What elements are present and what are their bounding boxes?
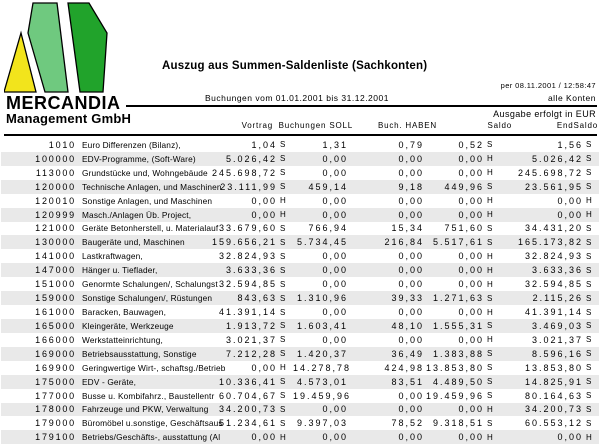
endsaldo-sh-flag: S (586, 363, 592, 373)
saldo-sh-flag: S (487, 140, 493, 150)
vortrag-cell: 0,00 (251, 362, 277, 373)
vortrag-cell: 51.234,61 (218, 418, 277, 429)
vortrag-cell: 159.656,21 (211, 237, 277, 248)
table-row (1, 194, 599, 208)
saldo-cell: 0,00 (458, 279, 484, 290)
saldo-cell: 751,60 (444, 223, 484, 234)
saldo-sh-flag: H (487, 279, 493, 289)
account-number-cell: 177000 (35, 390, 76, 401)
account-number-cell: 130000 (35, 237, 76, 248)
vortrag-sh-flag: S (280, 321, 286, 331)
saldo-cell: 0,00 (458, 265, 484, 276)
account-name-cell: Geräte Betonherstell, u. Materialauf (82, 223, 219, 234)
saldo-cell: 0,00 (458, 251, 484, 262)
saldo-sh-flag: S (487, 377, 493, 387)
table-row (1, 152, 599, 166)
haben-cell: 424,98 (384, 362, 424, 373)
vortrag-cell: 0,00 (251, 209, 277, 220)
haben-cell: 0,00 (398, 307, 424, 318)
vortrag-sh-flag: S (280, 418, 286, 428)
vortrag-sh-flag: S (280, 377, 286, 387)
saldo-cell: 19.459,96 (425, 390, 484, 401)
account-name-cell: Sonstige Anlagen, und Maschinen (82, 195, 213, 206)
saldo-cell: 0,00 (458, 195, 484, 206)
endsaldo-cell: 60.553,12 (524, 418, 583, 429)
vortrag-sh-flag: S (280, 404, 286, 414)
vortrag-cell: 843,63 (237, 293, 277, 304)
logo-dark-green-bar (68, 3, 107, 92)
endsaldo-cell: 2.115,26 (532, 293, 583, 304)
company-name: MERCANDIA (6, 93, 121, 113)
col-header-vortrag: Vortrag (241, 121, 273, 130)
endsaldo-cell: 32.594,85 (524, 279, 583, 290)
saldo-sh-flag: S (487, 349, 493, 359)
soll-cell: 0,00 (322, 432, 348, 443)
account-number-cell: 169900 (35, 362, 76, 373)
table-row (1, 180, 599, 194)
account-number-cell: 169000 (35, 348, 76, 359)
account-number-cell: 100000 (35, 153, 76, 164)
endsaldo-sh-flag: S (586, 349, 592, 359)
endsaldo-cell: 3.021,37 (531, 334, 583, 345)
endsaldo-cell: 165.173,82 (517, 237, 583, 248)
vortrag-sh-flag: S (280, 140, 286, 150)
saldo-sh-flag: H (487, 154, 493, 164)
soll-cell: 4.573,01 (296, 376, 348, 387)
saldo-cell: 1.383,88 (432, 348, 484, 359)
vortrag-cell: 3.021,37 (225, 334, 277, 345)
account-name-cell: Lastkraftwagen, (82, 251, 143, 262)
account-name-cell: Betriebsausstattung, Sonstige (82, 348, 197, 359)
endsaldo-cell: 0,00 (557, 195, 583, 206)
endsaldo-cell: 3.633,36 (531, 265, 583, 276)
saldo-cell: 1.271,63 (432, 293, 484, 304)
company-logo-icon (4, 2, 130, 94)
vortrag-sh-flag: S (280, 279, 286, 289)
vortrag-cell: 23.111,99 (220, 181, 277, 192)
haben-cell: 0,00 (398, 153, 424, 164)
haben-cell: 0,79 (398, 139, 424, 150)
saldo-cell: 0,52 (458, 139, 484, 150)
saldo-sh-flag: S (487, 182, 493, 192)
haben-cell: 0,00 (398, 167, 424, 178)
endsaldo-sh-flag: S (586, 237, 592, 247)
soll-cell: 0,00 (322, 307, 348, 318)
account-number-cell: 120000 (35, 181, 76, 192)
table-row (1, 291, 599, 305)
account-name-cell: Sonstige Schalungen/, Rüstungen (82, 293, 213, 304)
account-name-cell: Betriebs/Geschäfts-, ausstattung (Al (82, 432, 221, 443)
saldo-sh-flag: S (487, 223, 493, 233)
saldo-cell: 13.853,80 (425, 362, 484, 373)
saldo-cell: 0,00 (458, 404, 484, 415)
endsaldo-cell: 245.698,72 (517, 167, 583, 178)
saldo-sh-flag: S (487, 363, 493, 373)
endsaldo-sh-flag: S (586, 182, 592, 192)
vortrag-sh-flag: S (280, 182, 286, 192)
vortrag-sh-flag: H (280, 210, 286, 220)
endsaldo-sh-flag: S (586, 279, 592, 289)
soll-cell: 19.459,96 (293, 390, 352, 401)
vortrag-sh-flag: S (280, 335, 286, 345)
table-row (1, 222, 599, 236)
vortrag-sh-flag: S (280, 237, 286, 247)
vortrag-cell: 7.212,28 (225, 348, 277, 359)
endsaldo-cell: 14.825,91 (524, 376, 583, 387)
vortrag-sh-flag: S (280, 251, 286, 261)
saldo-sh-flag: H (487, 404, 493, 414)
account-name-cell: Grundstücke und, Wohngebäude (82, 167, 208, 178)
table-row (1, 249, 599, 263)
saldo-cell: 0,00 (458, 334, 484, 345)
vortrag-cell: 5.026,42 (225, 153, 277, 164)
table-header (0, 121, 600, 134)
vortrag-sh-flag: S (280, 154, 286, 164)
vortrag-sh-flag: S (280, 391, 286, 401)
booking-period: Buchungen vom 01.01.2001 bis 31.12.2001 (205, 93, 389, 103)
vortrag-cell: 10.336,41 (218, 376, 277, 387)
table-row (1, 347, 599, 361)
soll-cell: 0,00 (322, 209, 348, 220)
soll-cell: 0,00 (322, 153, 348, 164)
account-name-cell: Baracken, Bauwagen, (82, 307, 167, 318)
vortrag-sh-flag: S (280, 349, 286, 359)
endsaldo-cell: 23.561,95 (524, 181, 583, 192)
endsaldo-cell: 80.164,63 (524, 390, 583, 401)
soll-cell: 0,00 (322, 195, 348, 206)
haben-cell: 83,51 (391, 376, 424, 387)
endsaldo-cell: 1,56 (557, 139, 583, 150)
saldo-sh-flag: S (487, 418, 493, 428)
vortrag-cell: 1.913,72 (225, 320, 277, 331)
endsaldo-cell: 41.391,14 (524, 307, 583, 318)
saldo-sh-flag: H (487, 265, 493, 275)
account-name-cell: Kleingeräte, Werkzeuge (82, 320, 174, 331)
endsaldo-cell: 13.853,80 (524, 362, 583, 373)
table-row (1, 166, 599, 180)
saldo-sh-flag: S (487, 293, 493, 303)
endsaldo-sh-flag: S (586, 307, 592, 317)
account-number-cell: 161000 (35, 307, 76, 318)
account-number-cell: 179000 (35, 418, 76, 429)
saldo-sh-flag: H (487, 432, 493, 442)
account-name-cell: Hänger u. Tieflader, (82, 265, 158, 276)
account-name-cell: Busse u. Kombifahrz., Baustellentr (82, 390, 215, 401)
soll-cell: 1.420,37 (296, 348, 348, 359)
vortrag-cell: 0,00 (251, 432, 277, 443)
haben-cell: 0,00 (398, 334, 424, 345)
logo-light-green-bar (28, 3, 68, 92)
account-name-cell: Werkstatteinrichtung, (82, 334, 163, 345)
haben-cell: 36,49 (391, 348, 424, 359)
soll-cell: 0,00 (322, 404, 348, 415)
endsaldo-cell: 0,00 (557, 209, 583, 220)
account-number-cell: 175000 (35, 376, 76, 387)
endsaldo-cell: 32.824,93 (524, 251, 583, 262)
table-row (1, 277, 599, 291)
vortrag-sh-flag: H (280, 363, 286, 373)
account-number-cell: 113000 (35, 167, 76, 178)
haben-cell: 0,00 (398, 251, 424, 262)
soll-cell: 0,00 (322, 167, 348, 178)
saldo-cell: 1.555,31 (432, 320, 484, 331)
account-number-cell: 120010 (35, 195, 76, 206)
accounts-scope: alle Konten (547, 93, 596, 103)
account-number-cell: 1010 (48, 139, 76, 150)
saldo-sh-flag: S (487, 391, 493, 401)
haben-cell: 39,33 (391, 293, 424, 304)
saldo-cell: 449,96 (444, 181, 484, 192)
vortrag-cell: 60.704,67 (218, 390, 277, 401)
currency-note: Ausgabe erfolgt in EUR (493, 109, 596, 119)
table-row (1, 389, 599, 403)
account-number-cell: 147000 (35, 265, 76, 276)
soll-cell: 14.278,78 (293, 362, 352, 373)
haben-cell: 0,00 (398, 390, 424, 401)
soll-cell: 0,00 (322, 334, 348, 345)
vortrag-cell: 32.824,93 (218, 251, 277, 262)
table-row (1, 375, 599, 389)
soll-cell: 0,00 (322, 265, 348, 276)
saldo-cell: 0,00 (458, 153, 484, 164)
vortrag-sh-flag: S (280, 293, 286, 303)
saldo-cell: 0,00 (458, 167, 484, 178)
endsaldo-sh-flag: S (586, 293, 592, 303)
col-header-soll: Buchungen SOLL (278, 121, 353, 130)
table-row (1, 333, 599, 347)
account-number-cell: 178000 (35, 404, 76, 415)
endsaldo-sh-flag: H (586, 210, 592, 220)
endsaldo-sh-flag: S (586, 391, 592, 401)
endsaldo-sh-flag: H (586, 432, 592, 442)
haben-cell: 0,00 (398, 432, 424, 443)
account-number-cell: 141000 (35, 251, 76, 262)
table-row (1, 263, 599, 277)
vortrag-cell: 3.633,36 (225, 265, 277, 276)
account-name-cell: Genormte Schalungen/, Schalungst (82, 279, 218, 290)
account-name-cell: Euro Differenzen (Bilanz), (82, 139, 181, 150)
table-row (1, 430, 599, 444)
account-name-cell: Baugeräte und, Maschinen (82, 237, 185, 248)
endsaldo-sh-flag: S (586, 418, 592, 428)
account-number-cell: 151000 (35, 279, 76, 290)
col-header-haben: Buch. HABEN (377, 121, 437, 130)
endsaldo-sh-flag: S (586, 265, 592, 275)
page-title: Auszug aus Summen-Saldenliste (Sachkonten) (162, 60, 428, 72)
account-number-cell: 121000 (35, 223, 76, 234)
account-name-cell: EDV - Geräte, (82, 376, 137, 387)
soll-cell: 9.397,03 (296, 418, 348, 429)
account-name-cell: Technische Anlagen, und Maschinen (82, 181, 222, 192)
endsaldo-cell: 3.469,03 (531, 320, 583, 331)
vortrag-cell: 33.679,60 (218, 223, 277, 234)
account-name-cell: Geringwertige Wirt-, schaftsg./Betrieb (82, 362, 226, 373)
endsaldo-sh-flag: S (586, 223, 592, 233)
vortrag-cell: 0,00 (251, 195, 277, 206)
saldo-sh-flag: H (487, 251, 493, 261)
account-number-cell: 165000 (35, 320, 76, 331)
col-header-endsaldo: EndSaldo (556, 121, 598, 130)
soll-cell: 766,94 (308, 223, 348, 234)
haben-cell: 0,00 (398, 279, 424, 290)
table-row (1, 403, 599, 417)
account-name-cell: Büromöbel u.sonstige, Geschäftsaus (82, 418, 223, 429)
table-row (1, 208, 599, 222)
soll-cell: 0,00 (322, 251, 348, 262)
vortrag-cell: 34.200,73 (218, 404, 277, 415)
vortrag-cell: 41.391,14 (218, 307, 277, 318)
table-row (1, 361, 599, 375)
vortrag-sh-flag: H (280, 196, 286, 206)
vortrag-sh-flag: S (280, 307, 286, 317)
table-header-divider (4, 134, 597, 136)
table-row (1, 305, 599, 319)
saldo-cell: 5.517,61 (432, 237, 484, 248)
endsaldo-sh-flag: S (586, 404, 592, 414)
haben-cell: 0,00 (398, 195, 424, 206)
endsaldo-sh-flag: S (586, 168, 592, 178)
saldo-cell: 9.318,51 (432, 418, 484, 429)
saldo-cell: 0,00 (458, 307, 484, 318)
soll-cell: 5.734,45 (296, 237, 348, 248)
endsaldo-sh-flag: S (586, 377, 592, 387)
endsaldo-cell: 34.431,20 (524, 223, 583, 234)
account-name-cell: EDV-Programme, (Soft-Ware) (82, 153, 196, 164)
saldo-sh-flag: H (487, 307, 493, 317)
haben-cell: 216,84 (384, 237, 424, 248)
endsaldo-sh-flag: S (586, 251, 592, 261)
vortrag-sh-flag: S (280, 168, 286, 178)
account-number-cell: 159000 (35, 293, 76, 304)
company-subtitle: Management GmbH (6, 111, 132, 126)
endsaldo-cell: 0,00 (557, 432, 583, 443)
vortrag-sh-flag: S (280, 265, 286, 275)
soll-cell: 1.310,96 (296, 293, 348, 304)
haben-cell: 0,00 (398, 265, 424, 276)
saldo-sh-flag: H (487, 210, 493, 220)
table-body (1, 138, 599, 444)
soll-cell: 1,31 (322, 139, 348, 150)
soll-cell: 459,14 (308, 181, 348, 192)
vortrag-cell: 245.698,72 (211, 167, 277, 178)
vortrag-sh-flag: H (280, 432, 286, 442)
col-header-saldo: Saldo (487, 121, 512, 130)
account-name-cell: Masch./Anlagen Üb. Project, (82, 209, 192, 220)
table-row (1, 416, 599, 430)
endsaldo-sh-flag: S (586, 321, 592, 331)
saldo-sh-flag: S (487, 237, 493, 247)
saldo-cell: 0,00 (458, 209, 484, 220)
vortrag-cell: 1,04 (251, 139, 277, 150)
print-timestamp: per 08.11.2001 / 12:58:47 (500, 81, 596, 90)
haben-cell: 15,34 (391, 223, 424, 234)
haben-cell: 78,52 (391, 418, 424, 429)
endsaldo-cell: 8.596,16 (531, 348, 583, 359)
saldo-cell: 4.489,50 (432, 376, 484, 387)
soll-cell: 0,00 (322, 279, 348, 290)
endsaldo-cell: 5.026,42 (531, 153, 583, 164)
saldo-sh-flag: H (487, 335, 493, 345)
header-divider (126, 105, 597, 107)
haben-cell: 0,00 (398, 404, 424, 415)
account-number-cell: 120999 (35, 209, 76, 220)
saldo-cell: 0,00 (458, 432, 484, 443)
haben-cell: 9,18 (398, 181, 424, 192)
saldo-sh-flag: H (487, 168, 493, 178)
endsaldo-cell: 34.200,73 (524, 404, 583, 415)
haben-cell: 0,00 (398, 209, 424, 220)
account-name-cell: Fahrzeuge und PKW, Verwaltung (82, 404, 209, 415)
endsaldo-sh-flag: H (586, 196, 592, 206)
table-row (1, 235, 599, 249)
table-row (1, 138, 599, 152)
vortrag-sh-flag: S (280, 223, 286, 233)
table-row (1, 319, 599, 333)
saldo-sh-flag: S (487, 321, 493, 331)
soll-cell: 1.603,41 (296, 320, 348, 331)
account-number-cell: 179100 (35, 432, 76, 443)
saldo-sh-flag: H (487, 196, 493, 206)
vortrag-cell: 32.594,85 (218, 279, 277, 290)
endsaldo-sh-flag: S (586, 140, 592, 150)
account-number-cell: 166000 (35, 334, 76, 345)
haben-cell: 48,10 (391, 320, 424, 331)
endsaldo-sh-flag: S (586, 154, 592, 164)
endsaldo-sh-flag: S (586, 335, 592, 345)
